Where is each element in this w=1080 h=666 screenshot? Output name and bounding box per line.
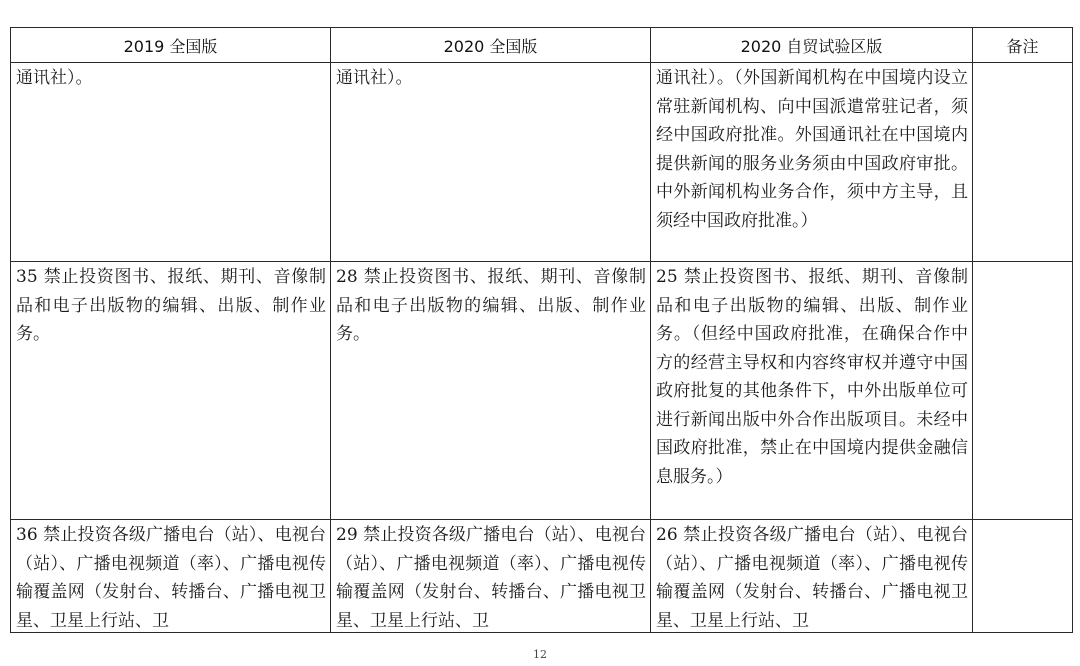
header-2020-national: 2020 全国版	[331, 28, 651, 63]
cell-2020-ftz: 通讯社）。（外国新闻机构在中国境内设立常驻新闻机构、向中国派遣常驻记者，须经中国政府批准。外国通讯社在中国境内提供新闻的服务业务须由中国政府审批。中外新闻机构业务合作，须中方主导，且须经中国政府批准。）	[651, 63, 973, 262]
cell-text	[978, 521, 1068, 632]
cell-2020-ftz	[651, 520, 973, 633]
table-row	[11, 63, 1073, 262]
cell-2020-national: 通讯社）。	[331, 63, 651, 262]
header-2020-ftz: 2020 自贸试验区版	[651, 28, 973, 63]
cell-2019-national: 35 禁止投资图书、报纸、期刊、音像制品和电子出版物的编辑、出版、制作业务。	[11, 262, 331, 520]
table-header-row	[11, 28, 1073, 63]
table-row	[11, 262, 1073, 520]
page-number: 12	[533, 648, 547, 661]
cell-text: 36 禁止投资各级广播电台（站）、电视台（站）、广播电视频道（率）、广播电视传输覆盖网（发射台、转播台、广播电视卫星、卫星上行站、卫	[16, 525, 326, 631]
cell-remarks	[973, 520, 1073, 633]
cell-2019-national	[11, 520, 331, 633]
cell-2020-national	[331, 520, 651, 633]
cell-2020-ftz: 25 禁止投资图书、报纸、期刊、音像制品和电子出版物的编辑、出版、制作业务。（但经中国政府批准，在确保合作中方的经营主导权和内容终审权并遵守中国政府批复的其他条件下，中外出版单位可进行新闻出版中外合作出版项目。未经中国政府批准，禁止在中国境内提供金融信息服务。）	[651, 262, 973, 520]
cell-2019-national: 通讯社）。	[11, 63, 331, 262]
header-remarks: 备注	[973, 28, 1073, 63]
cell-text: 26 禁止投资各级广播电台（站）、电视台（站）、广播电视频道（率）、广播电视传输覆盖网（发射台、转播台、广播电视卫星、卫星上行站、卫	[656, 525, 968, 631]
header-2019-national: 2019 全国版	[11, 28, 331, 63]
comparison-table	[10, 27, 1073, 633]
cell-text: 29 禁止投资各级广播电台（站）、电视台（站）、广播电视频道（率）、广播电视传输覆盖网（发射台、转播台、广播电视卫星、卫星上行站、卫	[336, 525, 646, 631]
table-row	[11, 520, 1073, 633]
cell-2020-national: 28 禁止投资图书、报纸、期刊、音像制品和电子出版物的编辑、出版、制作业务。	[331, 262, 651, 520]
cell-remarks	[973, 262, 1073, 520]
cell-remarks	[973, 63, 1073, 262]
